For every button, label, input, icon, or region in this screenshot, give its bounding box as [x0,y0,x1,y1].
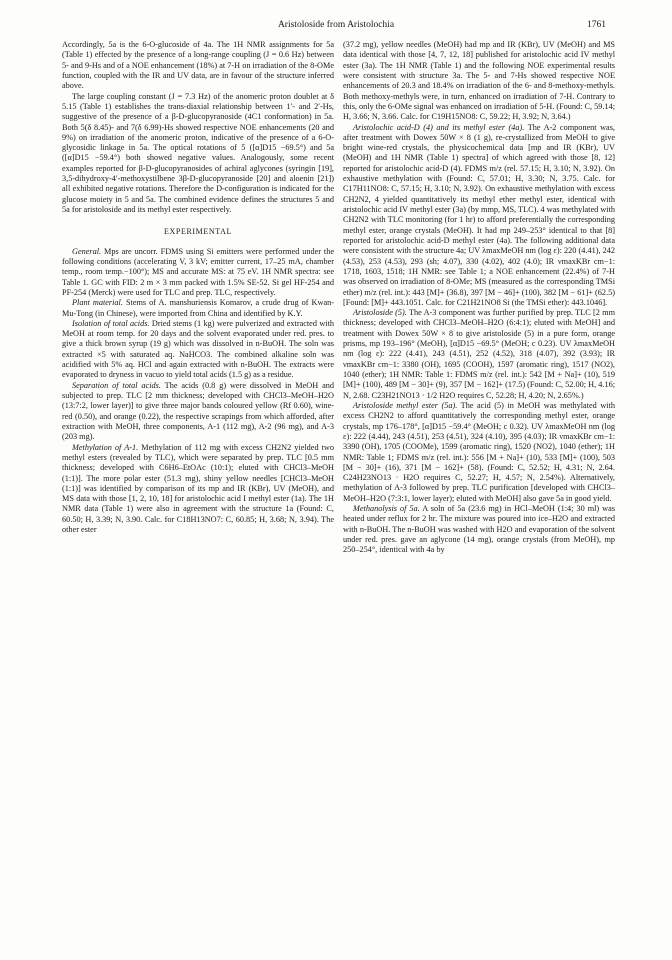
methanolysis-lead: Methanolysis of 5a. [353,504,420,514]
separation-text: The acids (0.8 g) were dissolved in MeOH and subjected to prep. TLC [2 mm thickness; developed with CHCl3–MeOH–H2O (13:7:2, lower layer)] to give three major bands coloured yellow (Rf 0.60), wine-red (0.50), and orange (0.22), the respective scrapings from which afforded, after extraction with MeOH, three components, A-1 (112 mg), A-2 (96 mg), and A-3 (203 mg). [62,380,334,442]
general-text: Mps are uncorr. FDMS using Si emitters were performed under the following conditions (accelerating V, 3 kV; emitter current, 17–25 mA, chamber temp., room temp.−100°); MS and accurate MS: at 75 eV. 1H NMR spectra: see Table 1. GC with FID: 2 m × 3 mm packed with 1.5% SE-52. Si gel HF-254 and PF-254 (Merck) were used for TLC and prep. TLC, respectively. [62,246,334,297]
running-head [0,20,672,34]
paragraph-methylation-a1 [62,443,334,536]
aristoloside-lead: Aristoloside (5). [353,308,407,318]
left-column [62,40,334,535]
paragraph-structure-assignment: Accordingly, 5a is the 6-O-glucoside of 4a. The 1H NMR assignments for 5a (Table 1) effected by the presence of a long-range coupling (J = 0.6 Hz) between 5- and 9-Hs and of a NOE enhancement (18%) at 7-H on irradiation of the 8-OMe function, coupled with the IR and UV data, are in favour of the structure inferred above. [62,40,334,91]
paragraph-plant-material [62,298,334,319]
plant-lead: Plant material. [72,298,123,308]
methylation-text: Methylation of 112 mg with excess CH2N2 yielded two methyl esters (revealed by TLC), which were separated by prep. TLC [0.5 mm thickness; developed with C6H6–EtOAc (10:1); eluted with CHCl3–MeOH (1:1)]. The more polar ester (51.3 mg), shiny yellow needles [CHCl3–MeOH (1:1)] was identified by comparison of its mp and IR (KBr), UV (MeOH), and MS data with those [1, 2, 10, 18] for aristolochic acid I methyl ester (1a). The 1H NMR data (Table 1) were also in agreement with the structure 1a (Found: C, 60.50; H, 3.39; N, 3.90. Calc. for C18H13NO7: C, 60.85; H, 3.68; N, 3.94). The other ester [62,442,335,535]
right-column [343,40,615,556]
running-head-title: Aristoloside from Aristolochia [277,20,395,30]
isolation-lead: Isolation of total acids. [72,318,150,328]
separation-lead: Separation of total acids. [72,380,161,390]
methyl-ester-lead: Aristoloside methyl ester (5a). [353,400,458,410]
paragraph-anomeric-coupling: The large coupling constant (J = 7.3 Hz) of the anomeric proton doublet at δ 5.15 (Table 1) establishes the trans-diaxial relationship between 1′- and 2′-Hs, suggestive of the presence of a β-D-glucopyranoside (4C1 conformation) in 5a. Both 5(δ 8.45)- and 7(δ 6.99)-Hs showed respective NOE enhancements (20 and 9%) on irradiation of the anomeric proton, indicative of the presence of a 6-O-glycosidic linkage in 5a. The optical rotations of 5 ([α]D15 −69.5°) and 5a ([α]D15 −59.4°) both showed negative values. Analogously, some recent examples reported for β-D-glucopyranosides of achiral aglycones (syringin [19], 3,5-dihydroxy-4′-methoxystilbene 3β-D-glucopyranoside [20] and aloenin [21]) all exhibited negative rotations. Therefore the D-configuration is indicated for the glucose moiety in 5 and 5a. The combined evidence defines the structures 5 and 5a for aristoloside and its methyl ester respectively. [62,91,334,214]
paragraph-isolation [62,319,334,381]
paragraph-separation [62,381,334,443]
page-number: 1761 [587,20,606,30]
general-lead: General. [72,246,102,256]
paragraph-methyl-ester [343,401,615,504]
plant-text: Stems of A. manshuriensis Komarov, a crude drug of Kwan-Mu-Tong (in Chinese), were imported from China and identified by K.Y. [62,298,334,318]
isolation-text: Dried stems (1 kg) were pulverized and extracted with MeOH at room temp. for 20 days and the solvent evaporated under red. pres. to give a thick brown syrup (19 g) which was dissolved in n-BuOH. The soln was extracted ×5 with saturated aq. NaHCO3. The combined alkaline soln was acidified with 5% aq. HCl and again extracted with n-BuOH. The extracts were evaporated to dryness in vacuo to yield total acids (1.5 g) as a residue. [62,318,335,380]
paragraph-aristolochic-acid-d [343,123,615,309]
aristoloside-text: The A-3 component was further purified by prep. TLC [2 mm thickness; developed with CHCl3–MeOH–H2O (6:4:1); eluted with MeOH] and treatment with Dowex 50W × 8 to give aristoloside (5) in a pure form, orange prisms, mp 193–196° (MeOH), [α]D15 −69.5° (MeOH; c 0.23). UV λmaxMeOH nm (log ε): 222 (4.41), 243 (4.51), 252 (4.52), 318 (4.07), 392 (3.93); IR νmaxKBr cm−1: 3380 (OH), 1695 (COOH), 1597 (aromatic ring), 1517 (NO2), 1040 (ether); 1H NMR: Table 1: FDMS m/z (rel. int.): 542 [M + Na]+ (10), 519 [M]+ (100), 489 [M − 30]+ (9), 357 [M − 162]+ (17.5) (Found: C, 52.00; H, 4.16; N, 2.68. C23H21NO13 · 1/2 H2O requires C, 52.28; H, 4.20; N, 2.65%.) [343,308,615,400]
methyl-ester-text: The acid (5) in MeOH was methylated with excess CH2N2 to afford quantitatively the corresponding methyl ester, orange crystals, mp 176–178°, [α]D15 −59.4° (MeOH; c 0.32). UV λmaxMeOH nm (log ε): 222 (4.44), 243 (4.51), 253 (4.51), 324 (4.10), 395 (4.03); IR νmaxKBr cm−1: 3390 (OH), 1705 (COOMe), 1599 (aromatic ring), 1520 (NO2), 1040 (ether); 1H NMR: Table 1; FDMS m/z (rel. int.): 556 [M + Na]+ (10), 533 [M]+ (100), 503 [M − 30]+ (16), 371 [M − 162]+ (58). (Found: C, 52.52; H, 4.31; N, 2.64. C24H23NO13 · H2O requires C, 52.27; H, 4.57; N, 2.54%). Alternatively, methylation of A-3 followed by prep. TLC purification [developed with CHCl3–MeOH–H2O (7:3:1, lower layer); eluted with MeOH] also gave 5a in good yield. [343,400,615,503]
section-heading-experimental: EXPERIMENTAL [164,227,232,237]
methylation-lead: Methylation of A-1. [72,442,139,452]
paragraph-methanolysis [343,504,615,556]
paragraph-continuation: (37.2 mg), yellow needles (MeOH) had mp and IR (KBr), UV (MeOH) and MS data identical with those [4, 7, 12, 18] published for aristolochic acid IV methyl ester (3a). The 1H NMR (Table 1) and the following NOE experimental results were consistent with structure 3a. The 5- and 7-Hs showed respective NOE enhancements of 20.3 and 18.4% on irradiation of the 6- and 8-methoxy-methyls. Both methoxy-methyls were, in turn, enhanced on irradiation of 7-H. Contrary to this, only the 6-OMe signal was enhanced on irradiation of 5-H. (Found: C, 59.14; H, 3.66; N, 3.66. Calc. for C19H15NO8: C, 59.22; H, 3.92; N, 3.64.) [343,40,615,122]
paragraph-aristoloside [343,308,615,401]
paragraph-general [62,247,334,299]
acid-d-lead: Aristolochic acid-D (4) and its methyl ester (4a). [353,122,525,132]
methanolysis-text: A soln of 5a (23.6 mg) in HCl–MeOH (1:4; 30 ml) was heated under reflux for 2 hr. The mixture was poured into ice–H2O and extracted with n-BuOH. The n-BuOH was washed with H2O and evaporation of the solvent under red. pres. gave an aglycone (14 mg), orange crystals (from MeOH), mp 250–254°, identical with 4a by [343,504,615,555]
acid-d-text: The A-2 component was, after treatment with Dowex 50W × 8 (1 g), re-crystallized from MeOH to give bright wine-red crystals, the physicochemical data [mp and IR (KBr), UV (MeOH) and 1H NMR (Table 1) spectra] of which agreed with those [8, 12] reported for aristolochic acid-D (4). FDMS m/z (rel. 57.15; H, 3.10; N, 3.92). On exhaustive methylation with (Found: C, 57.01; H, 3.30; N, 3.75. Calc. for C17H11NO8: C, 57.15; H, 3.10; N, 3.92). On exhaustive methylation with excess CH2N2, 4 yielded quantitatively its methyl ether methyl ester, identical with aristolochic acid IV methyl ester (3a) (by mmp, MS, TLC). 4 was methylated with CH2N2 with TLC monitoring (for 1 hr) to afford preferentially the corresponding methyl ester, orange crystals (MeOH). It had mp 249–253° identical to that [8] reported for aristolochic acid-D methyl ester (4a). The following additional data were consistent with the structure 4a; UV λmaxMeOH nm (log ε): 220 (4.41), 242 (4.53), 253 (4.53), 293 (sh; 4.07), 330 (4.02), 402 (4.0); IR νmaxKBr cm−1: 1718, 1603, 1518; 1H NMR: see Table 1; a NOE enhancement (22.4%) of 7-H was observed on irradiation of 8-OMe; MS (measured as the corresponding TMSi ether) m/z (rel. int.): 443 [M]+ (36.8), 397 [M − 46]+ (100), 382 [M − 61]+ (62.5) [Found: [M]+ 443.1051. Calc. for C21H21NO8 Si (the TMSi ether): 443.1046]. [343,122,615,307]
